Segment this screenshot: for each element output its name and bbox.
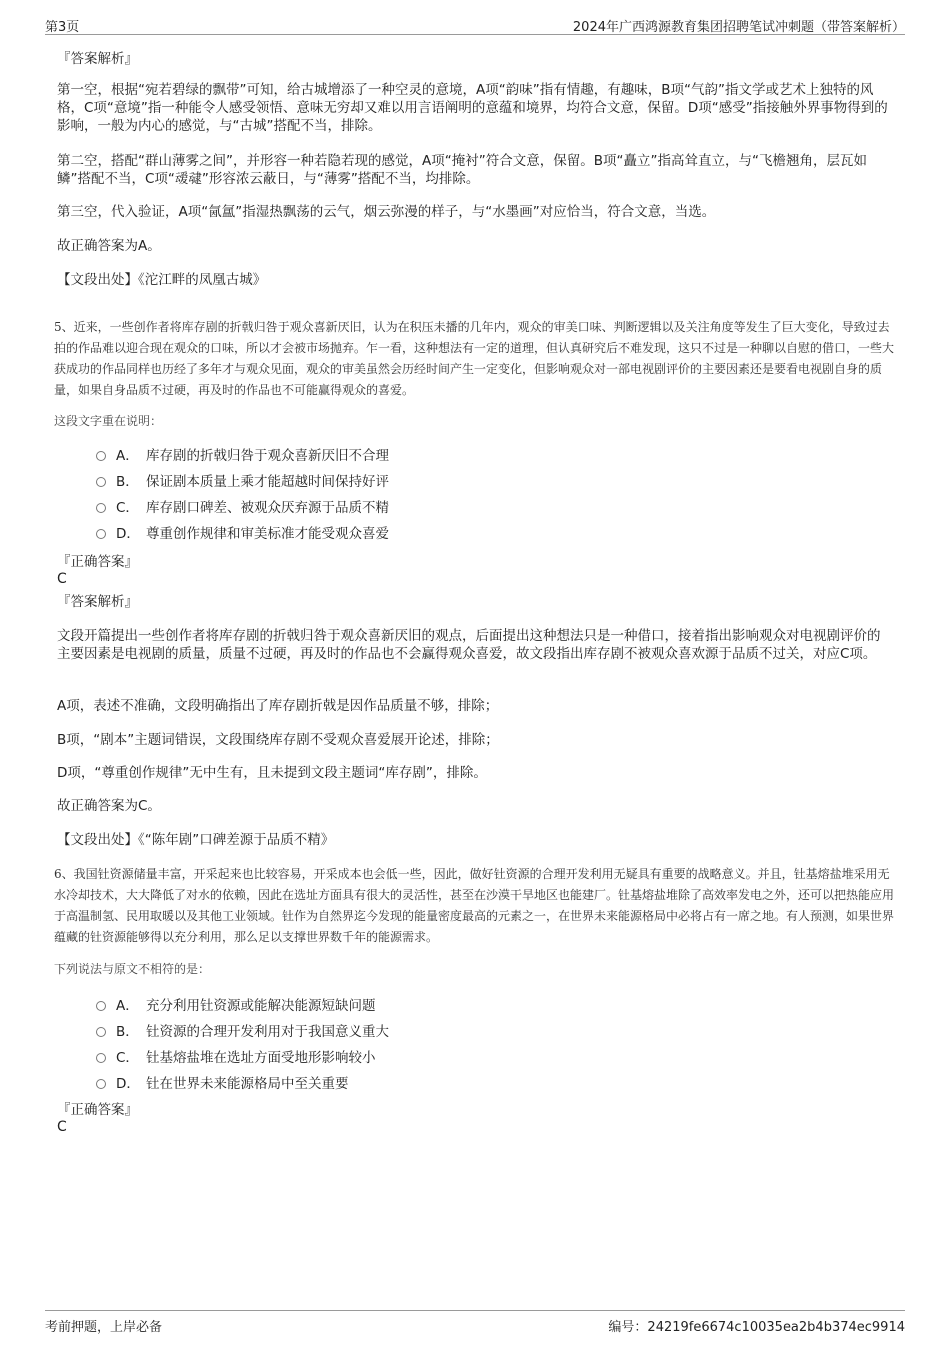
option-key: B． [116,1024,139,1040]
q4-analysis-para-3: 第三空，代入验证，A项“氤氲”指湿热飘荡的云气，烟云弥漫的样子，与“水墨画”对应恰当，符合文意，当选。 [57,204,716,220]
q5-analysis-para-2: A项，表述不准确，文段明确指出了库存剧折戟是因作品质量不够，排除； [57,698,499,714]
q6-stem: 6、我国钍资源储量丰富，开采起来也比较容易，开采成本也会低一些，因此，做好钍资源的合理开发利用无疑具有重要的战略意义。并且，钍基熔盐堆采用无水冷却技术，大大降低了对水的依赖，因此在选址方面具有很大的灵活性，甚至在沙漠干旱地区也能建厂。钍基熔盐堆除了高效率发电之外，还可以把热能应用于高温制氢、民用取暖以及其他工业领域。钍作为自然界迄今发现的能量密度最高的元素之一，在世界未来能源格局中必将占有一席之地。有人预测，如果世界蕴藏的钍资源能够得以充分利用，那么足以支撑世界数千年的能源需求。 [54,867,895,944]
page-header [45,14,905,35]
option-key: C． [116,1050,139,1066]
q4-conclusion: 故正确答案为A。 [57,238,161,254]
option-key: C． [116,500,139,516]
option-text: 库存剧口碑差、被观众厌弃源于品质不精 [146,500,389,516]
q6-answer-value: C [57,1119,67,1135]
radio-icon[interactable] [96,477,106,487]
page-footer [45,1310,905,1335]
radio-icon[interactable] [96,451,106,461]
option-text: 库存剧的折戟归咎于观众喜新厌旧不合理 [146,448,389,464]
q5-analysis-para-4: D项，“尊重创作规律”无中生有，且未提到文段主题词“库存剧”，排除。 [57,765,487,781]
q5-source: 【文段出处】《“陈年剧”口碑差源于品质不精》 [57,832,335,848]
q5-answer-value: C [57,571,67,587]
footer-slogan: 考前押题，上岸必备 [45,1320,163,1335]
option-text: 钍基熔盐堆在选址方面受地形影响较小 [146,1050,376,1066]
option-key: B． [116,474,139,490]
option-text: 钍在世界未来能源格局中至关重要 [146,1076,349,1092]
q4-analysis-label: 『答案解析』 [57,51,138,67]
option-text: 钍资源的合理开发利用对于我国意义重大 [146,1024,389,1040]
radio-icon[interactable] [96,1001,106,1011]
q5-stem: 5、近来，一些创作者将库存剧的折戟归咎于观众喜新厌旧，认为在积压未播的几年内，观众的审美口味、判断逻辑以及关注角度等发生了巨大变化，导致过去拍的作品难以迎合现在观众的口味，所以才会被市场抛弃。乍一看，这种想法有一定的道理，但认真研究后不难发现，这只不过是一种聊以自慰的借口，一些大获成功的作品同样也历经了多年才与观众见面，观众的审美虽然会历经时间产生一定变化，但影响观众对一部电视剧评价的主要因素还是要看电视剧自身的质量，如果自身品质不过硬，再及时的作品也不可能赢得观众的喜爱。 [54,320,895,397]
q4-analysis-para-1: 第一空，根据“宛若碧绿的飘带”可知，给古城增添了一种空灵的意境，A项“韵味”指有情趣，有趣味，B项“气韵”指文学或艺术上独特的风格，C项“意境”指一种能令人感受领悟、意味无穷却又难以用言语阐明的意蕴和境界，均符合文意，保留。D项“感受”指接触外界事物得到的影响，一般为内心的感觉，与“古城”搭配不当，排除。 [57,82,888,134]
q4-source: 【文段出处】《沱江畔的凤凰古城》 [57,272,267,288]
q6-option-c[interactable] [96,1045,376,1067]
q5-option-b[interactable] [96,469,389,491]
document-title: 2024年广西鸿源教育集团招聘笔试冲刺题（带答案解析） [572,20,905,35]
q4-analysis-para-2: 第二空，搭配“群山薄雾之间”，并形容一种若隐若现的感觉，A项“掩衬”符合文意，保留。B项“矗立”指高耸直立，与“飞檐翘角，层瓦如鳞”搭配不当，C项“叆叇”形容浓云蔽日，与“薄雾”搭配不当，均排除。 [57,153,867,187]
q5-conclusion: 故正确答案为C。 [57,798,161,814]
q5-analysis-label: 『答案解析』 [57,594,138,610]
q5-question: 这段文字重在说明： [54,414,163,428]
radio-icon[interactable] [96,1027,106,1037]
q5-option-c[interactable] [96,495,389,517]
option-key: D． [116,1076,140,1092]
option-key: A． [116,998,139,1014]
document-code: 编号：24219fe6674c10035ea2b4b374ec9914 [608,1320,905,1335]
q6-answer-label: 『正确答案』 [57,1102,138,1118]
q5-analysis-para-3: B项，“剧本”主题词错误，文段围绕库存剧不受观众喜爱展开论述，排除； [57,732,499,748]
q5-option-d[interactable] [96,521,389,543]
option-key: A． [116,448,139,464]
q6-option-b[interactable] [96,1019,389,1041]
q6-option-a[interactable] [96,993,376,1015]
radio-icon[interactable] [96,503,106,513]
option-text: 保证剧本质量上乘才能超越时间保持好评 [146,474,389,490]
q6-option-d[interactable] [96,1071,349,1093]
option-text: 充分利用钍资源或能解决能源短缺问题 [146,998,376,1014]
option-key: D． [116,526,140,542]
q5-option-a[interactable] [96,443,389,465]
q5-answer-label: 『正确答案』 [57,554,138,570]
page-number: 第3页 [45,20,80,35]
q5-analysis-para-1: 文段开篇提出一些创作者将库存剧的折戟归咎于观众喜新厌旧的观点，后面提出这种想法只是一种借口，接着指出影响观众对电视剧评价的主要因素是电视剧的质量，质量不过硬，再及时的作品也不会赢得观众喜爱，故文段指出库存剧不被观众喜欢源于品质不过关，对应C项。 [57,628,881,662]
radio-icon[interactable] [96,1053,106,1063]
option-text: 尊重创作规律和审美标准才能受观众喜爱 [146,526,389,542]
q6-question: 下列说法与原文不相符的是： [54,962,211,976]
radio-icon[interactable] [96,529,106,539]
radio-icon[interactable] [96,1079,106,1089]
